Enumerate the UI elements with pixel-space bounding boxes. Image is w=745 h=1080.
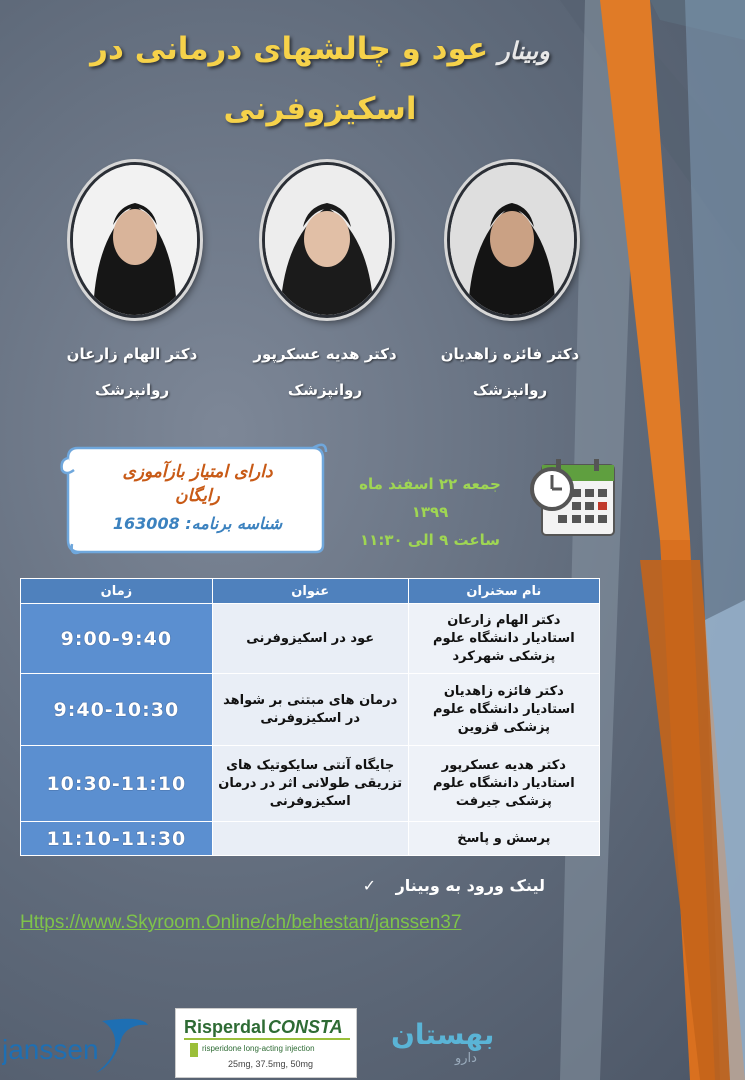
cell-speaker: پرسش و پاسخ	[408, 822, 599, 856]
speaker-role: روانپزشک	[94, 381, 170, 399]
speaker-name: دکتر فائزه زاهدیان	[440, 345, 580, 363]
speaker-role: روانپزشک	[287, 381, 363, 399]
calendar-clock-icon	[528, 455, 618, 539]
behestan-sub: دارو	[455, 1051, 477, 1066]
risperdal-consta-logo	[175, 1008, 357, 1078]
date-line: جمعه ۲۲ اسفند ماه ۱۳۹۹	[359, 475, 501, 521]
cell-time: 9:40-10:30	[21, 674, 213, 746]
cell-speaker: دکتر الهام زارعان استادیار دانشگاه علوم پزشکی شهرکرد	[408, 604, 599, 674]
cell-topic: عود در اسکیزوفرنی	[212, 604, 408, 674]
speaker-portrait-1	[70, 162, 200, 318]
risperdal-brand: Risperdal	[184, 1017, 267, 1037]
scroll-text	[70, 460, 325, 533]
cell-topic: درمان های مبتنی بر شواهد در اسکیزوفرنی	[212, 674, 408, 746]
janssen-logo-text: janssen	[2, 1034, 99, 1065]
cell-speaker: دکتر هدیه عسکرپور استادیار دانشگاه علوم پزشکی جیرفت	[408, 746, 599, 822]
cell-topic: جایگاه آنتی سایکوتیک های تزریقی طولانی اثر در درمان اسکیزوفرنی	[212, 746, 408, 822]
risperdal-doses: 25mg, 37.5mg, 50mg	[228, 1059, 314, 1069]
cell-time: 10:30-11:10	[21, 746, 213, 822]
link-label-text: لینک ورود به وبینار	[395, 876, 545, 895]
event-date	[340, 470, 520, 554]
speaker-card-1	[32, 336, 232, 408]
speaker-role: روانپزشک	[472, 381, 548, 399]
cell-time: 11:10-11:30	[21, 822, 213, 856]
title-prefix: وبینار	[498, 37, 550, 65]
janssen-logo	[2, 1015, 152, 1075]
behestan-logo-text: بهستان	[391, 1018, 495, 1051]
table-row	[21, 674, 600, 746]
speaker-portrait-3	[447, 162, 577, 318]
cell-time: 9:00-9:40	[21, 604, 213, 674]
table-header-row	[21, 579, 600, 604]
schedule-table	[20, 578, 600, 856]
header-speaker: نام سخنران	[408, 579, 599, 604]
title-line1: عود و چالشهای درمانی در	[90, 31, 489, 67]
time-line: ساعت ۹ الی ۱۱:۳۰	[360, 531, 500, 549]
credit-label: دارای امتیاز بازآموزی	[122, 462, 273, 482]
table-row	[21, 746, 600, 822]
program-id: شناسه برنامه: 163008	[112, 514, 283, 533]
speaker-card-3	[410, 336, 610, 408]
title-line2: اسکیزوفرنی	[223, 91, 417, 127]
speaker-portrait-2	[262, 162, 392, 318]
header-topic: عنوان	[212, 579, 408, 604]
header-time: زمان	[21, 579, 213, 604]
behestan-logo	[385, 1012, 545, 1067]
table-row	[21, 604, 600, 674]
speaker-card-2	[225, 336, 425, 408]
cell-speaker: دکتر فائزه زاهدیان استادیار دانشگاه علوم پزشکی قزوین	[408, 674, 599, 746]
webinar-title	[40, 20, 600, 138]
cell-topic	[212, 822, 408, 856]
risperdal-sub: risperidone long-acting injection	[202, 1044, 315, 1053]
credit-free: رایگان	[175, 486, 220, 506]
table-row	[21, 822, 600, 856]
webinar-link-label	[340, 876, 545, 895]
speaker-name: دکتر الهام زارعان	[66, 345, 198, 363]
speaker-name: دکتر هدیه عسکرپور	[253, 345, 397, 363]
webinar-link[interactable]: Https://www.Skyroom.Online/ch/behestan/janssen37	[20, 912, 462, 933]
check-icon: ✓	[362, 876, 376, 895]
risperdal-consta: CONSTA	[268, 1017, 343, 1037]
